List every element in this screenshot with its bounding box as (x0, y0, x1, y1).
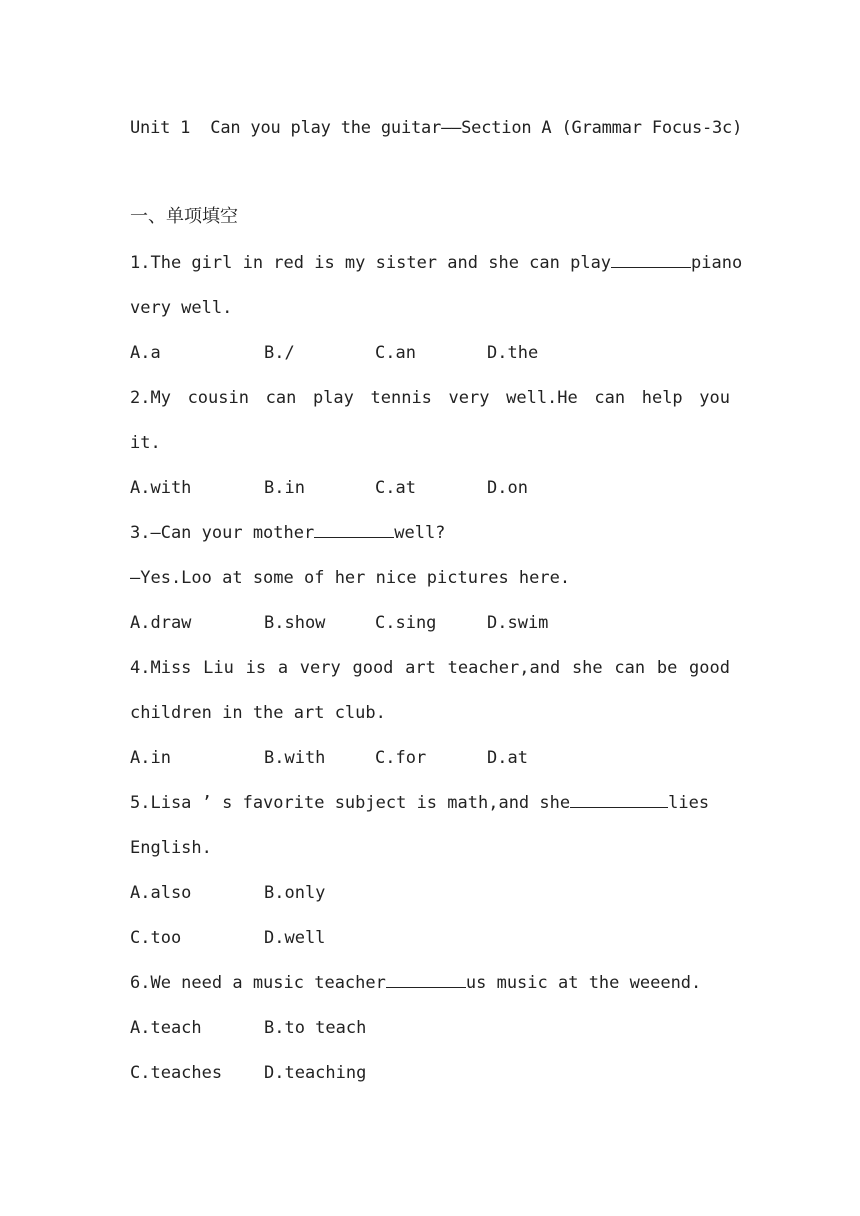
question-1-stem-text: 1.The girl in red is my sister and she can play (130, 253, 612, 273)
question-6-stem (130, 971, 701, 995)
question-6-stem-text: 6.We need a music teacher (130, 973, 386, 993)
option-d: D.swim (487, 613, 549, 633)
question-5-stem-text: 5.Lisa ’ s favorite subject is math,and she (130, 793, 571, 813)
option-a: A.teach (130, 1018, 202, 1038)
option-c: C.sing (375, 613, 437, 633)
option-a: A.with (130, 478, 192, 498)
answer-blank (386, 971, 466, 988)
question-3-stem-tail: well? (394, 523, 446, 543)
answer-blank (611, 251, 691, 268)
question-3-stem (130, 521, 445, 545)
question-5-stem (130, 791, 709, 815)
option-b: B.in (264, 478, 305, 498)
answer-blank (314, 521, 394, 538)
option-a: A.a (130, 343, 161, 363)
option-d: D.well (264, 928, 326, 948)
question-1-stem (130, 251, 742, 275)
question-2-stem-cont: it. (130, 433, 161, 453)
option-c: C.too (130, 928, 182, 948)
document-page (130, 0, 743, 1216)
option-d: D.on (487, 478, 528, 498)
option-d: D.at (487, 748, 528, 768)
option-a: A.in (130, 748, 171, 768)
section-heading: 一、单项填空 (130, 206, 238, 227)
option-b: B.to teach (264, 1018, 367, 1038)
question-3-stem-cont: —Yes.Loo at some of her nice pictures here. (130, 568, 571, 588)
option-c: C.at (375, 478, 416, 498)
option-c: C.for (375, 748, 427, 768)
option-b: B.only (264, 883, 326, 903)
option-d: D.teaching (264, 1063, 367, 1083)
question-2-stem: 2.My cousin can play tennis very well.He can help you (130, 388, 730, 408)
question-4-stem: 4.Miss Liu is a very good art teacher,and she can be good (130, 658, 730, 678)
option-b: B.show (264, 613, 326, 633)
question-1-stem-tail: piano (691, 253, 743, 273)
option-b: B.with (264, 748, 326, 768)
option-d: D.the (487, 343, 539, 363)
question-5-stem-tail: lies (668, 793, 710, 813)
question-4-stem-cont: children in the art club. (130, 703, 386, 723)
question-5-stem-cont: English. (130, 838, 212, 858)
option-c: C.teaches (130, 1063, 223, 1083)
option-c: C.an (375, 343, 416, 363)
document-title: Unit 1 Can you play the guitar——Section A (Grammar Focus-3c) (130, 118, 743, 138)
question-6-stem-tail: us music at the weeend. (465, 973, 702, 993)
option-a: A.draw (130, 613, 192, 633)
question-3-stem-text: 3.—Can your mother (130, 523, 315, 543)
option-b: B./ (264, 343, 295, 363)
option-a: A.also (130, 883, 192, 903)
question-1-stem-cont: very well. (130, 298, 233, 318)
answer-blank (570, 791, 668, 808)
